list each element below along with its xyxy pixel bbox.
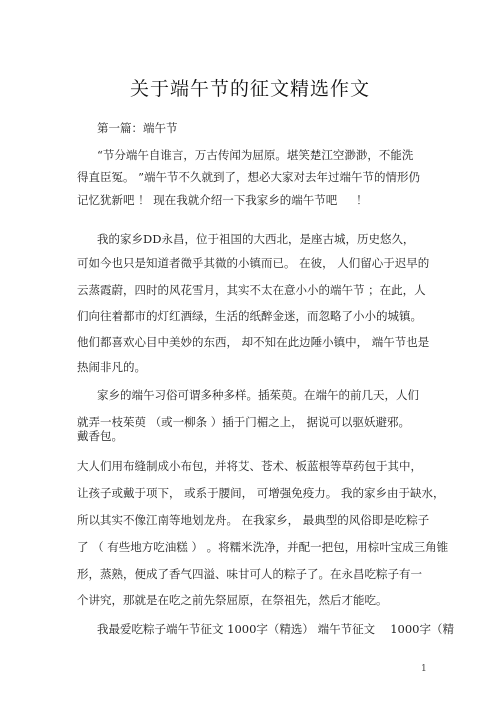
- text-line: 个讲究，那就是在吃之前先祭屈原，在祭祖先，然后才能吃。: [77, 593, 388, 607]
- document-title: 关于端午节的征文精选作文: [129, 78, 370, 100]
- page-number: 1: [421, 664, 427, 674]
- text-line: 他们都喜欢心目中美妙的东西， 却不知在此边陲小镇中， 端午节也是: [77, 335, 430, 349]
- text-line: “节分端午自谁言，万古传闻为屈原。堪笑楚江空渺渺，不能洗: [97, 148, 414, 162]
- text-line: 让孩子或戴于项下， 或系于腰间， 可增强免疫力。 我的家乡由于缺水，: [77, 486, 445, 500]
- text-line: 记忆犹新吧 ！ 现在我就介绍一下我家乡的端午节吧 ！: [77, 193, 368, 207]
- text-line: 我的家乡DD永昌，位于祖国的大西北，是座古城，历史悠久，: [97, 232, 415, 246]
- text-line: 戴香包。: [77, 429, 123, 443]
- text-line: 所以其实不像江南等地划龙舟。 在我家乡， 最典型的风俗即是吃粽子: [77, 513, 430, 527]
- text-line: 得直臣冤。 ”端午节不久就到了，想必大家对去年过端午节的情形仍: [77, 170, 421, 184]
- text-line: 可如今也只是知道者微乎其微的小镇而已。 在彼， 人们留心于迟早的: [77, 256, 430, 270]
- text-line: 家乡的端午习俗可谓多种多样。插茱萸。在端午的前几天，人们: [97, 388, 419, 402]
- text-line: 热闹非凡的。: [77, 360, 146, 374]
- text-line: 形，蒸熟，便成了香气四溢、味甘可人的粽子了。在永昌吃粽子有一: [77, 567, 422, 581]
- text-line: 了 （ 有些地方吃油糕 ） 。将糯米洗净，并配一把包，用棕叶宝成三角锥: [77, 540, 449, 554]
- text-line: 我最爱吃粽子端午节征文 1000字（精选） 端午节征文 1000字（精: [97, 622, 454, 636]
- text-line: 大人们用布缝制成小布包，并将艾、苍术、板蓝根等草药包于其中，: [77, 459, 422, 473]
- text-line: 就弄一枝茱萸 （或一柳条 ）插于门楣之上， 据说可以驱妖避邪。: [77, 415, 410, 429]
- text-line: 云蒸霞蔚，四时的风花雪月，其实不太在意小小的端午节 ；在此，人: [77, 283, 426, 297]
- text-line: 们向往着都市的灯红酒绿，生活的纸醉金迷，而忽略了小小的城镇。: [77, 309, 422, 323]
- section-heading: 第一篇：端午节: [97, 121, 178, 135]
